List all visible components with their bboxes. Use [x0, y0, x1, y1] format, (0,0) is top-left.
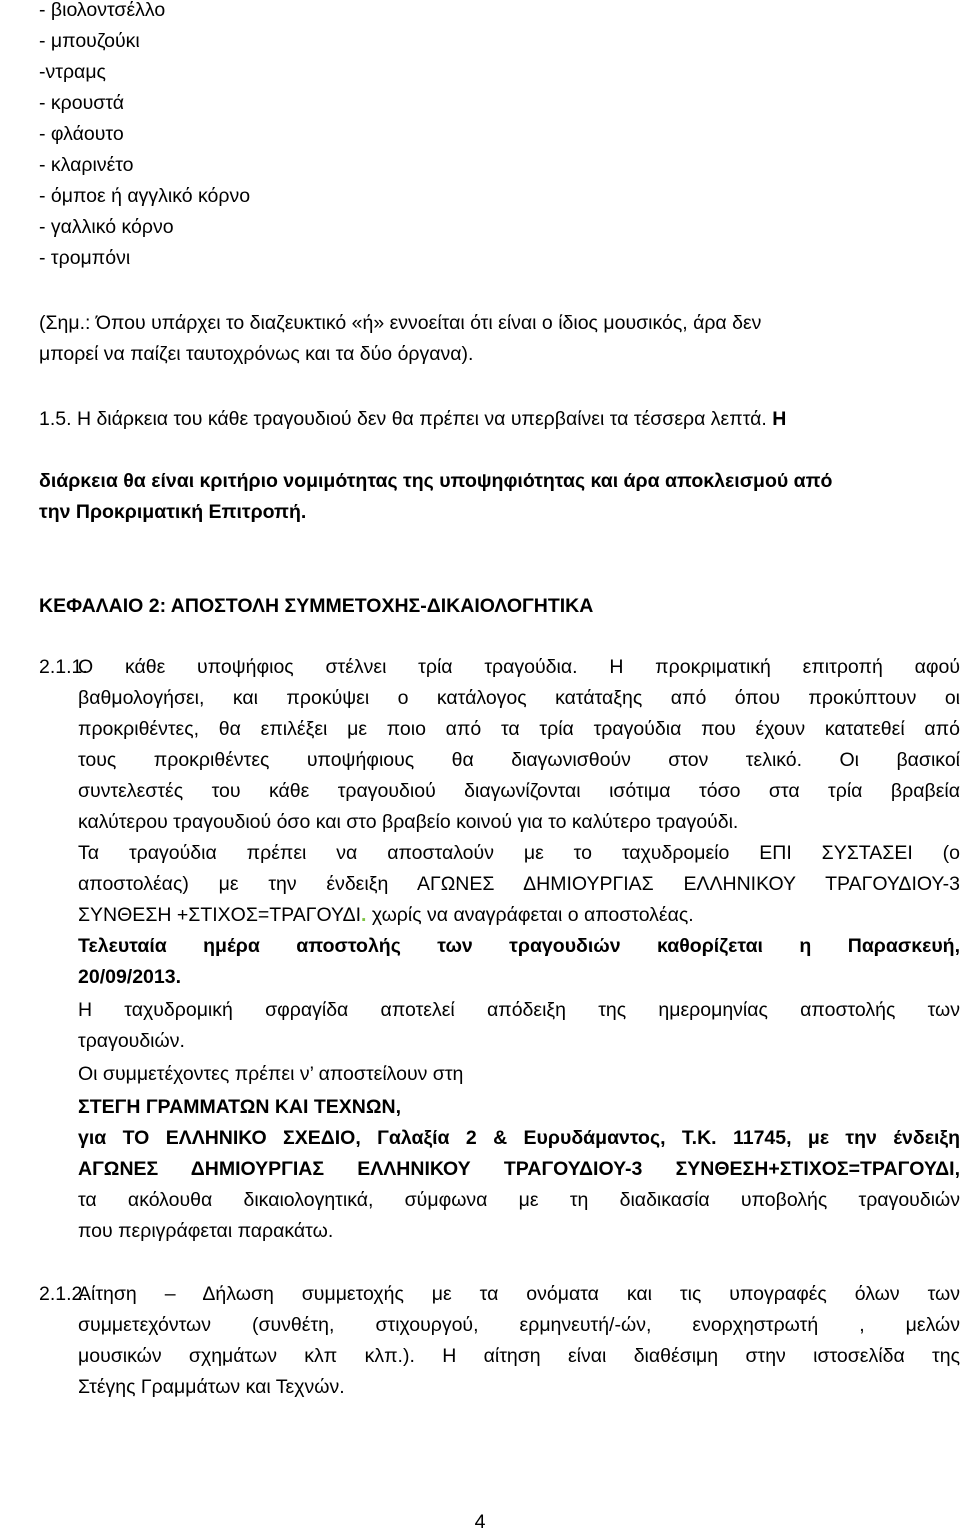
section-2-1-1-line: προκριθέντες, θα επιλέξει με ποιο από τα τρία τραγούδια που έχουν κατατεθεί από [78, 718, 960, 740]
address-line: για ΤΟ ΕΛΛΗΝΙΚΟ ΣΧΕΔΙΟ, Γαλαξία 2 & Ευρυδάμαντος, Τ.Κ. 11745, με την ένδειξη [78, 1127, 960, 1149]
section-2-1-2-line: συμμετεχόντων (συνθέτη, στιχουργού, ερμηνευτή/-ών, ενορχηστρωτή , μελών [78, 1314, 960, 1336]
instrument-list-item: - μπουζούκι [39, 30, 140, 52]
instrument-list-item: - κλαρινέτο [39, 154, 134, 176]
section-2-1-1-line: καλύτερου τραγουδιού όσο και στο βραβείο κοινού για το καλύτερο τραγούδι. [78, 811, 739, 833]
section-1-5-text: 1.5. Η διάρκεια του κάθε τραγουδιού δεν θα πρέπει να υπερβαίνει τα τέσσερα λεπτά. [39, 408, 767, 430]
chapter-heading: ΚΕΦΑΛΑΙΟ 2: ΑΠΟΣΤΟΛΗ ΣΥΜΜΕΤΟΧΗΣ-ΔΙΚΑΙΟΛΟΓΗΤΙΚΑ [39, 595, 594, 617]
deadline-date: 20/09/2013. [78, 966, 182, 988]
send-instruction: Οι συμμετέχοντες πρέπει ν’ αποστείλουν στη [78, 1063, 464, 1085]
instrument-list-item: - φλάουτο [39, 123, 124, 145]
note-line: (Σημ.: Όπου υπάρχει το διαζευκτικό «ή» εννοείται ότι είναι ο ίδιος μουσικός, άρα δεν [39, 312, 762, 334]
section-2-1-1-number: 2.1.1. [39, 656, 88, 678]
address-line: ΣΤΕΓΗ ΓΡΑΜΜΑΤΩΝ ΚΑΙ ΤΕΧΝΩΝ, [78, 1096, 401, 1118]
instrument-list-item: - βιολοντσέλλο [39, 0, 166, 21]
closing-line: τα ακόλουθα δικαιολογητικά, σύμφωνα με τη διαδικασία υποβολής τραγουδιών [78, 1189, 960, 1211]
section-2-1-1-line: Ο κάθε υποψήφιος στέλνει τρία τραγούδια. Η προκριματική επιτροπή αφού [78, 656, 960, 678]
section-1-5-line [39, 404, 786, 435]
section-2-1-1-line: τους προκριθέντες υποψήφιους θα διαγωνισθούν στον τελικό. Οι βασικοί [78, 749, 960, 771]
section-2-1-2-line: μουσικών σχημάτων κλπ κλπ.). Η αίτηση είναι διαθέσιμη στην ιστοσελίδα της [78, 1345, 960, 1367]
instrument-list-item: - όμποε ή αγγλικό κόρνο [39, 185, 251, 207]
sender-note-text: χωρίς να αναγράφεται ο αποστολέας. [366, 904, 694, 926]
green-dot: . [361, 904, 367, 926]
instrument-list-item: - γαλλικό κόρνο [39, 216, 174, 238]
section-2-1-1-line [78, 900, 694, 931]
address-line: ΑΓΩΝΕΣ ΔΗΜΙΟΥΡΓΙΑΣ ΕΛΛΗΝΙΚΟΥ ΤΡΑΓΟΥΔΙΟΥ-3 ΣΥΝΘΕΣΗ+ΣΤΙΧΟΣ=ΤΡΑΓΟΥΔΙ, [78, 1158, 960, 1180]
section-2-1-1-line: βαθμολογήσει, και προκύψει ο κατάλογος κατάταξης από όπου προκύπτουν οι [78, 687, 960, 709]
instrument-list-item: - κρουστά [39, 92, 124, 114]
instrument-list-item: - τρομπόνι [39, 247, 131, 269]
section-2-1-1-line: Τα τραγούδια πρέπει να αποσταλούν με το ταχυδρομείο ΕΠΙ ΣΥΣΤΑΣΕΙ (ο [78, 842, 960, 864]
note-line: μπορεί να παίζει ταυτοχρόνως και τα δύο όργανα). [39, 343, 474, 365]
section-1-5-bold-start: Η [772, 408, 787, 430]
song-marking-text: ΣΥΝΘΕΣΗ +ΣΤΙΧΟΣ=ΤΡΑΓΟΥΔΙ [78, 904, 362, 926]
page-number: 4 [474, 1511, 486, 1533]
postmark-line: τραγουδιών. [78, 1030, 185, 1052]
section-2-1-2-number: 2.1.2. [39, 1283, 88, 1305]
closing-line: που περιγράφεται παρακάτω. [78, 1220, 334, 1242]
section-1-5-bold-line: την Προκριματική Επιτροπή. [39, 501, 307, 523]
section-2-1-2-line: Στέγης Γραμμάτων και Τεχνών. [78, 1376, 345, 1398]
section-2-1-1-line: αποστολέας) με την ένδειξη ΑΓΩΝΕΣ ΔΗΜΙΟΥΡΓΙΑΣ ΕΛΛΗΝΙΚΟΥ ΤΡΑΓΟΥΔΙΟΥ-3 [78, 873, 960, 895]
postmark-line: Η ταχυδρομική σφραγίδα αποτελεί απόδειξη της ημερομηνίας αποστολής των [78, 999, 960, 1021]
deadline-line: Τελευταία ημέρα αποστολής των τραγουδιών καθορίζεται η Παρασκευή, [78, 935, 960, 957]
section-1-5-bold-line: διάρκεια θα είναι κριτήριο νομιμότητας της υποψηφιότητας και άρα αποκλεισμού από [39, 470, 833, 492]
section-2-1-1-line: συντελεστές του κάθε τραγουδιού διαγωνίζονται ισότιμα τόσο στα τρία βραβεία [78, 780, 960, 802]
instrument-list-item: -ντραμς [39, 61, 106, 83]
section-2-1-2-line: Αίτηση – Δήλωση συμμετοχής με τα ονόματα και τις υπογραφές όλων των [78, 1283, 960, 1305]
